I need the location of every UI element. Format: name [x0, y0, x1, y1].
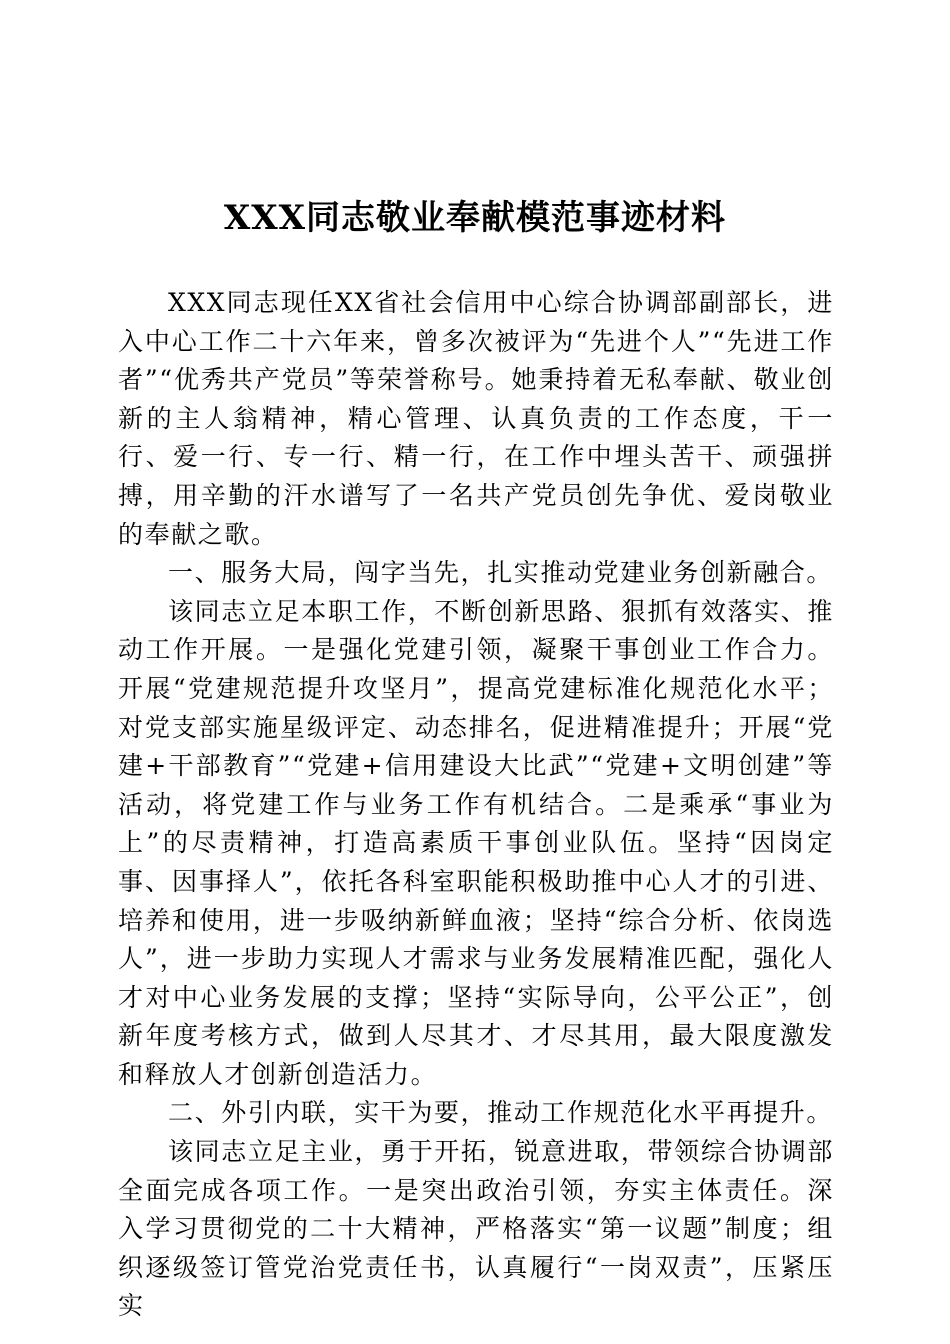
document-body: [118, 284, 834, 1326]
paragraph-section-2: 该同志立足主业，勇于开拓，锐意进取，带领综合协调部全面完成各项工作。一是突出政治引领，夯实主体责任。深入学习贯彻党的二十大精神，严格落实“第一议题”制度；组织逐级签订管党治党责任书，认真履行“一岗双责”，压紧压实: [118, 1137, 834, 1321]
paragraph-section-1: 该同志立足本职工作，不断创新思路、狠抓有效落实、推动工作开展。一是强化党建引领，凝聚干事创业工作合力。开展“党建规范提升攻坚月”，提高党建标准化规范化水平；对党支部实施星级评定、动态排名，促进精准提升；开展“党建+干部教育”“党建+信用建设大比武”“党建+文明创建”等活动，将党建工作与业务工作有机结合。二是乘承“事业为上”的尽责精神，打造高素质干事创业队伍。坚持“因岗定事、因事择人”，依托各科室职能积极助推中心人才的引进、培养和使用，进一步吸纳新鲜血液；坚持“综合分析、依岗选人”，进一步助力实现人才需求与业务发展精准匹配，强化人才对中心业务发展的支撑；坚持“实际导向，公平公正”，创新年度考核方式，做到人尽其才、才尽其用，最大限度激发和释放人才创新创造活力。: [118, 596, 834, 1089]
paragraph-intro: XXX同志现任XX省社会信用中心综合协调部副部长，进入中心工作二十六年来，曾多次被评为“先进个人”“先进工作者”“优秀共产党员”等荣誉称号。她秉持着无私奉献、敬业创新的主人翁精神，精心管理、认真负责的工作态度，干一行、爱一行、专一行、精一行，在工作中埋头苦干、顽强拼搏，用辛勤的汗水谱写了一名共产党员创先争优、爱岗敬业的奉献之歌。: [118, 288, 834, 549]
section-heading-2: 二、外引内联，实干为要，推动工作规范化水平再提升。: [168, 1098, 834, 1128]
section-heading-1: 一、服务大局，闯字当先，扎实推动党建业务创新融合。: [168, 558, 834, 588]
document-title: XXX同志敬业奉献模范事迹材料: [223, 198, 727, 238]
